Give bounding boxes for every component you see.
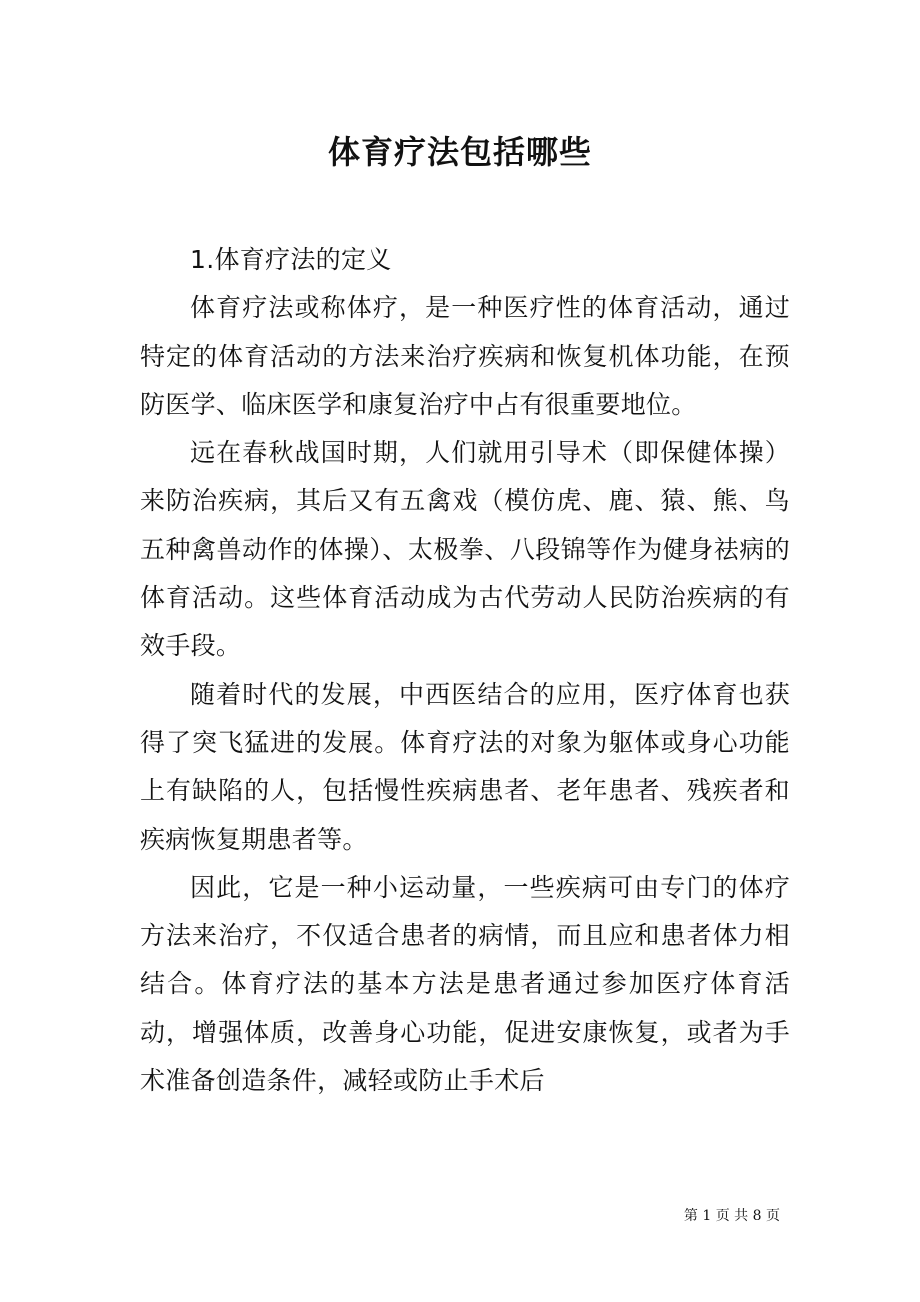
paragraph-history: 远在春秋战国时期，人们就用引导术（即保健体操）来防治疾病，其后又有五禽戏（模仿虎、鹿、猿、熊、鸟五种禽兽动作的体操）、太极拳、八段锦等作为健身祛病的体育活动。这些体育活动成为古代劳动人民防治疾病的有效手段。	[140, 438, 790, 661]
paragraph-development: 随着时代的发展，中西医结合的应用，医疗体育也获得了突飞猛进的发展。体育疗法的对象为躯体或身心功能上有缺陷的人，包括慢性疾病患者、老年患者、残疾者和疾病恢复期患者等。	[140, 679, 790, 854]
section-heading: 1.体育疗法的定义	[190, 245, 392, 274]
paragraph-definition: 体育疗法或称体疗，是一种医疗性的体育活动，通过特定的体育活动的方法来治疗疾病和恢复机体功能，在预防医学、临床医学和康复治疗中占有很重要地位。	[140, 293, 790, 419]
page-number-footer: 第 1 页 共 8 页	[683, 1208, 780, 1224]
paragraph-methods: 因此，它是一种小运动量，一些疾病可由专门的体疗方法来治疗，不仅适合患者的病情，而且应和患者体力相结合。体育疗法的基本方法是患者通过参加医疗体育活动，增强体质，改善身心功能，促进安康恢复，或者为手术准备创造条件，减轻或防止手术后	[140, 872, 790, 1096]
document-title: 体育疗法包括哪些	[327, 133, 592, 171]
document-body	[140, 236, 790, 1105]
